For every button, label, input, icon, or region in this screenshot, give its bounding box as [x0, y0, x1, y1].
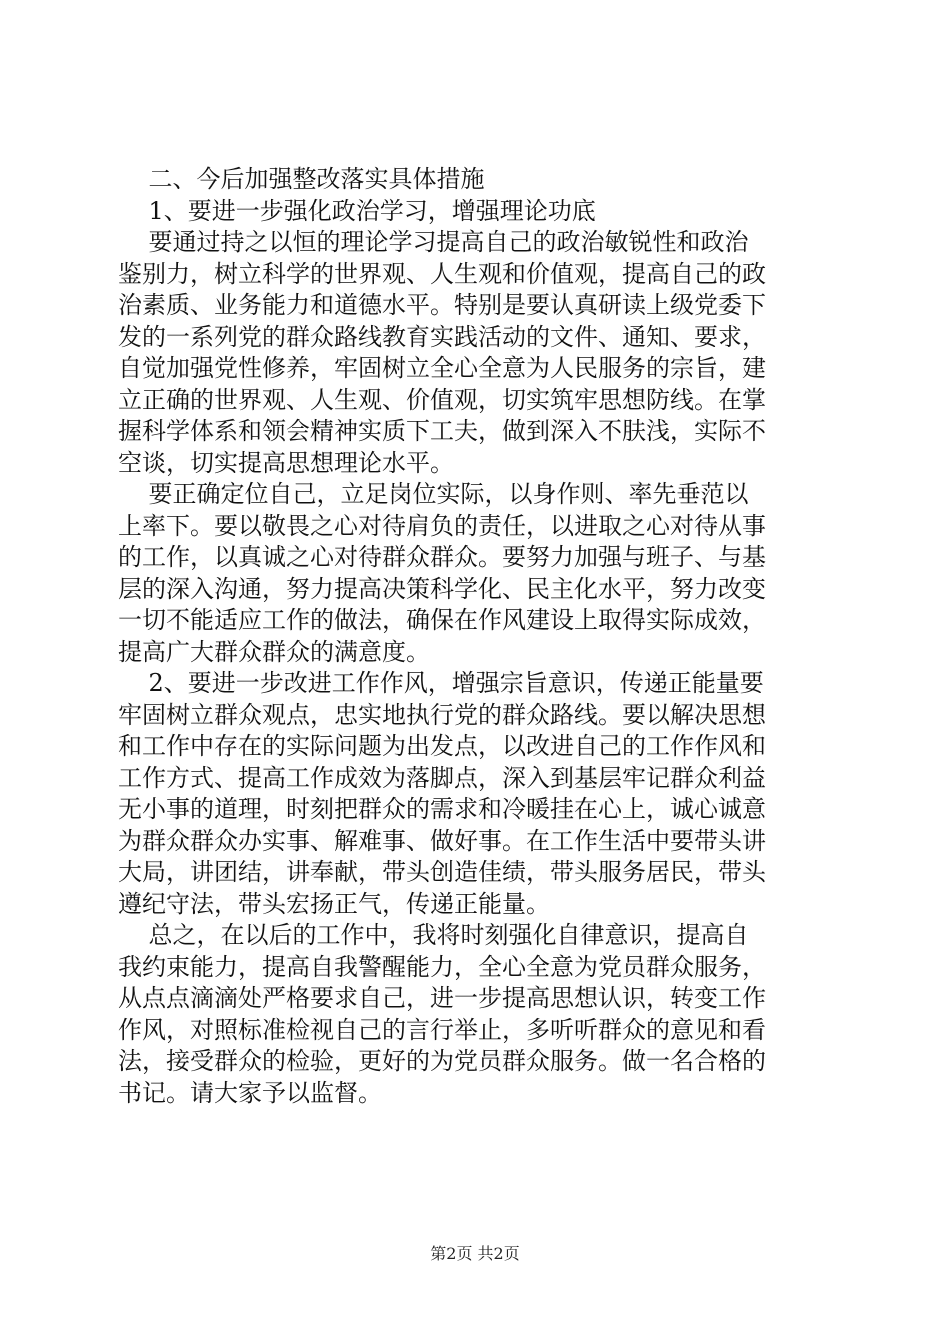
text-line: 我约束能力，提高自我警醒能力，全心全意为党员群众服务， [118, 952, 766, 981]
section-heading: 二、今后加强整改落实具体措施 [118, 165, 485, 193]
document-body [118, 164, 834, 1109]
text-line: 层的深入沟通，努力提高决策科学化、民主化水平，努力改变 [118, 574, 766, 603]
text-line: 法，接受群众的检验，更好的为党员群众服务。做一名合格的 [118, 1047, 766, 1075]
text-line: 空谈，切实提高思想理论水平。 [118, 448, 454, 477]
text-line: 总之，在以后的工作中，我将时刻强化自律意识，提高自 [118, 921, 749, 949]
text-line: 要正确定位自己，立足岗位实际，以身作则、率先垂范以 [118, 480, 749, 508]
text-line: 遵纪守法，带头宏扬正气，传递正能量。 [118, 889, 550, 918]
text-line: 发的一系列党的群众路线教育实践活动的文件、通知、要求， [118, 322, 766, 351]
text-line: 自觉加强党性修养，牢固树立全心全意为人民服务的宗旨，建 [118, 354, 766, 382]
text-line: 作风，对照标准检视自己的言行举止，多听听群众的意见和看 [118, 1015, 766, 1044]
text-line: 上率下。要以敬畏之心对待肩负的责任，以进取之心对待从事 [118, 511, 766, 540]
text-line: 治素质、业务能力和道德水平。特别是要认真研读上级党委下 [118, 291, 766, 319]
text-line: 从点点滴滴处严格要求自己，进一步提高思想认识，转变工作 [118, 984, 766, 1012]
text-line: 握科学体系和领会精神实质下工夫，做到深入不肤浅，实际不 [118, 417, 766, 445]
text-line: 一切不能适应工作的做法，确保在作风建设上取得实际成效， [118, 606, 766, 634]
text-line: 立正确的世界观、人生观、价值观，切实筑牢思想防线。在掌 [118, 385, 766, 414]
text-line: 书记。请大家予以监督。 [118, 1078, 382, 1107]
text-line: 要通过持之以恒的理论学习提高自己的政治敏锐性和政治 [118, 228, 749, 256]
text-line: 的工作，以真诚之心对待群众群众。要努力加强与班子、与基 [118, 543, 766, 571]
subsection-heading: 2、要进一步改进工作作风，增强宗旨意识，传递正能量要 [118, 669, 764, 697]
text-line: 工作方式、提高工作成效为落脚点，深入到基层牢记群众利益 [118, 763, 766, 792]
text-line: 提高广大群众群众的满意度。 [118, 637, 430, 666]
page-number: 第2页 共2页 [430, 1244, 520, 1263]
text-line: 牢固树立群众观点，忠实地执行党的群众路线。要以解决思想 [118, 700, 766, 729]
text-line: 鉴别力，树立科学的世界观、人生观和价值观，提高自己的政 [118, 259, 766, 288]
text-line: 无小事的道理，时刻把群众的需求和冷暖挂在心上，诚心诚意 [118, 795, 766, 823]
page-footer [0, 1244, 950, 1264]
subsection-heading: 1、要进一步强化政治学习，增强理论功底 [118, 196, 596, 225]
text-line: 大局，讲团结，讲奉献，带头创造佳绩，带头服务居民，带头 [118, 858, 766, 886]
text-line: 和工作中存在的实际问题为出发点，以改进自己的工作作风和 [118, 732, 766, 760]
text-line: 为群众群众办实事、解难事、做好事。在工作生活中要带头讲 [118, 826, 766, 855]
